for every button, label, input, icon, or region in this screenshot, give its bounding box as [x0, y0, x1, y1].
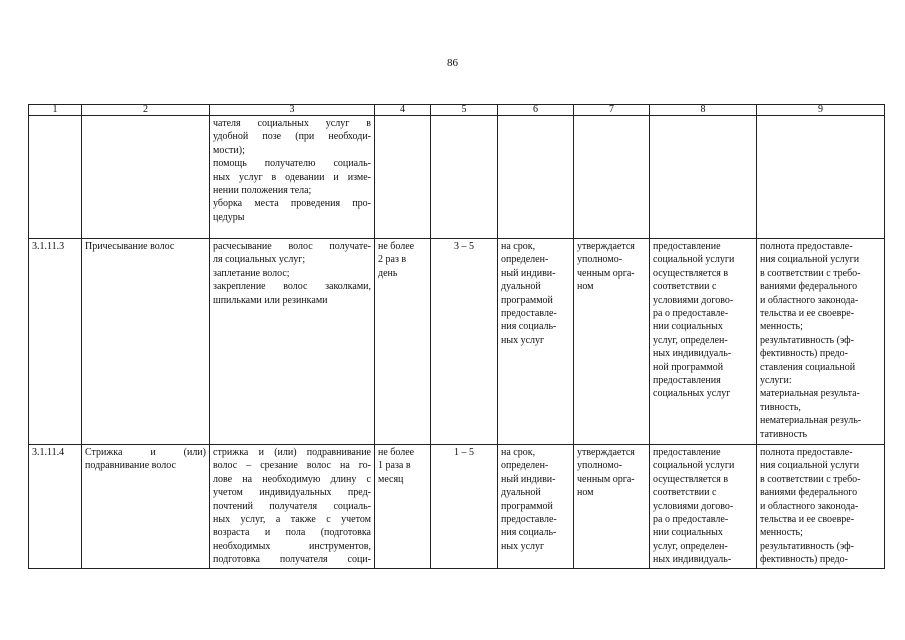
text-line: результативность (эф-	[760, 334, 854, 346]
text-line: социальной услуги	[653, 460, 735, 472]
service-description-cell	[210, 116, 375, 239]
text-line: 2 раз в	[378, 254, 407, 266]
text-line: тивность,	[760, 401, 801, 413]
conditions-cell	[650, 116, 757, 239]
text-line: ния социаль-	[501, 527, 557, 539]
text-line: дуальной	[501, 487, 541, 499]
column-header: 4	[375, 105, 431, 116]
column-header: 7	[574, 105, 650, 116]
text-line: ном	[577, 281, 594, 293]
text-line: волос – срезание волос на го-	[213, 460, 371, 472]
conditions-cell	[650, 239, 757, 445]
text-line: ных услуг	[501, 334, 545, 346]
text-line: ченным орга-	[577, 267, 635, 279]
text-line: тельства и ее своевре-	[760, 308, 855, 320]
service-code-cell	[29, 116, 82, 239]
text-line: в соответствии с требо-	[760, 267, 861, 279]
text-line: ния социальной услуги	[760, 254, 860, 266]
text-line: ставления социальной	[760, 361, 856, 373]
text-line: 1 раза в	[378, 460, 411, 472]
text-line: учетом индивидуальных пред-	[213, 487, 371, 499]
text-line: услуги:	[760, 375, 792, 387]
text-line: необходимых инструментов,	[213, 540, 371, 552]
text-line: предоставления	[653, 375, 721, 387]
text-line: услуг, определен-	[653, 540, 728, 552]
text-line: не более	[378, 241, 415, 252]
text-line: удобной позе (при необходи-	[213, 131, 371, 143]
text-line: стрижка и (или) подравнивание	[213, 447, 371, 458]
text-line: ных индивидуаль-	[653, 348, 732, 360]
text-line: предоставле-	[501, 514, 557, 526]
volume-cell	[375, 445, 431, 569]
text-line: ных услуг	[501, 540, 545, 552]
text-line: ра о предоставле-	[653, 514, 729, 526]
service-name-cell	[82, 445, 210, 569]
service-description-cell	[210, 445, 375, 569]
text-line: полнота предоставле-	[760, 447, 853, 458]
text-line: Причесывание волос	[85, 241, 175, 252]
text-line: ченным орга-	[577, 473, 635, 485]
text-line: ваниями федерального	[760, 281, 858, 293]
text-line: нии социальных	[653, 527, 723, 539]
text-line: уполномо-	[577, 460, 623, 472]
term-cell	[498, 116, 574, 239]
text-line: чателя социальных услуг в	[213, 118, 371, 129]
quality-indicators-cell	[757, 239, 885, 445]
conditions-cell	[650, 445, 757, 569]
text-line: предоставление	[653, 241, 721, 252]
text-line: шпильками или резинками	[213, 294, 328, 306]
text-line: ном	[577, 487, 594, 499]
text-line: мости);	[213, 144, 245, 156]
text-line: ных услуг в одевании и изме-	[213, 171, 371, 183]
table-row	[29, 116, 885, 239]
text-line: ный индиви-	[501, 267, 556, 279]
text-line: ных услуг, а также с учетом	[213, 514, 371, 526]
text-line: фективность) предо-	[760, 348, 848, 360]
text-line: ля социальных услуг;	[213, 254, 306, 266]
text-line: на срок,	[501, 447, 536, 458]
volume-cell	[375, 116, 431, 239]
text-line: ваниями федерального	[760, 487, 858, 499]
text-line: день	[378, 267, 398, 279]
column-header: 1	[29, 105, 82, 116]
text-line: закрепление волос заколками,	[213, 281, 371, 293]
time-norm-cell	[431, 239, 498, 445]
text-line: условиями догово-	[653, 294, 734, 306]
column-header: 8	[650, 105, 757, 116]
text-line: ных индивидуаль-	[653, 554, 732, 566]
time-norm-cell	[431, 116, 498, 239]
text-line: 3 – 5	[454, 241, 474, 252]
text-line: уборка места проведения про-	[213, 198, 371, 210]
text-line: осуществляется в	[653, 473, 729, 485]
text-line: социальных услуг	[653, 388, 731, 400]
text-line: полнота предоставле-	[760, 241, 853, 252]
text-line: и областного законода-	[760, 500, 859, 512]
text-line: ния социаль-	[501, 321, 557, 333]
text-line: лове на необходимую длину с	[213, 473, 371, 485]
text-line: уполномо-	[577, 254, 623, 266]
text-line: в соответствии с требо-	[760, 473, 861, 485]
text-line: дуальной	[501, 281, 541, 293]
table-row	[29, 445, 885, 569]
page-number: 86	[447, 57, 458, 69]
text-line: ния социальной услуги	[760, 460, 860, 472]
text-line: на срок,	[501, 241, 536, 252]
service-code-cell	[29, 445, 82, 569]
text-line: осуществляется в	[653, 267, 729, 279]
table-row	[29, 239, 885, 445]
text-line: соответствии с	[653, 281, 717, 293]
text-line: 1 – 5	[454, 447, 474, 458]
text-line: 3.1.11.4	[32, 447, 65, 458]
text-line: материальная результа-	[760, 388, 860, 400]
text-line: Стрижка и (или)	[85, 447, 206, 458]
text-line: нематериальная резуль-	[760, 415, 862, 427]
term-cell	[498, 239, 574, 445]
text-line: менность;	[760, 527, 803, 539]
text-line: тельства и ее своевре-	[760, 514, 855, 526]
text-line: программой	[501, 294, 553, 306]
service-name-cell	[82, 116, 210, 239]
tariff-cell	[574, 239, 650, 445]
text-line: услуг, определен-	[653, 334, 728, 346]
text-line: подравнивание волос	[85, 460, 176, 472]
text-line: фективность) предо-	[760, 554, 848, 566]
term-cell	[498, 445, 574, 569]
text-line: цедуры	[213, 211, 245, 223]
text-line: нении положения тела;	[213, 185, 312, 197]
text-line: программой	[501, 500, 553, 512]
column-header: 2	[82, 105, 210, 116]
text-line: утверждается	[577, 241, 635, 252]
text-line: заплетание волос;	[213, 267, 290, 279]
text-line: помощь получателю социаль-	[213, 158, 371, 170]
text-line: предоставление	[653, 447, 721, 458]
text-line: соответствии с	[653, 487, 717, 499]
service-name-cell	[82, 239, 210, 445]
text-line: возраста и пола (подготовка	[213, 527, 371, 539]
text-line: социальной услуги	[653, 254, 735, 266]
text-line: ный индиви-	[501, 473, 556, 485]
text-line: не более	[378, 447, 415, 458]
text-line: результативность (эф-	[760, 540, 854, 552]
service-code-cell	[29, 239, 82, 445]
text-line: тативность	[760, 428, 808, 440]
text-line: месяц	[378, 473, 404, 485]
text-line: 3.1.11.3	[32, 241, 65, 252]
quality-indicators-cell	[757, 116, 885, 239]
text-line: ра о предоставле-	[653, 308, 729, 320]
text-line: ной программой	[653, 361, 724, 373]
text-line: менность;	[760, 321, 803, 333]
text-line: подготовка получателя соци-	[213, 554, 371, 566]
tariff-cell	[574, 116, 650, 239]
volume-cell	[375, 239, 431, 445]
services-table	[28, 104, 885, 569]
column-header: 9	[757, 105, 885, 116]
text-line: определен-	[501, 254, 549, 266]
text-line: и областного законода-	[760, 294, 859, 306]
text-line: предоставле-	[501, 308, 557, 320]
column-header: 5	[431, 105, 498, 116]
column-number-row	[29, 105, 885, 116]
text-line: условиями догово-	[653, 500, 734, 512]
text-line: нии социальных	[653, 321, 723, 333]
service-description-cell	[210, 239, 375, 445]
text-line: почтений получателя социаль-	[213, 500, 371, 512]
text-line: определен-	[501, 460, 549, 472]
text-line: утверждается	[577, 447, 635, 458]
text-line: расчесывание волос получате-	[213, 241, 371, 252]
quality-indicators-cell	[757, 445, 885, 569]
column-header: 6	[498, 105, 574, 116]
column-header: 3	[210, 105, 375, 116]
tariff-cell	[574, 445, 650, 569]
time-norm-cell	[431, 445, 498, 569]
